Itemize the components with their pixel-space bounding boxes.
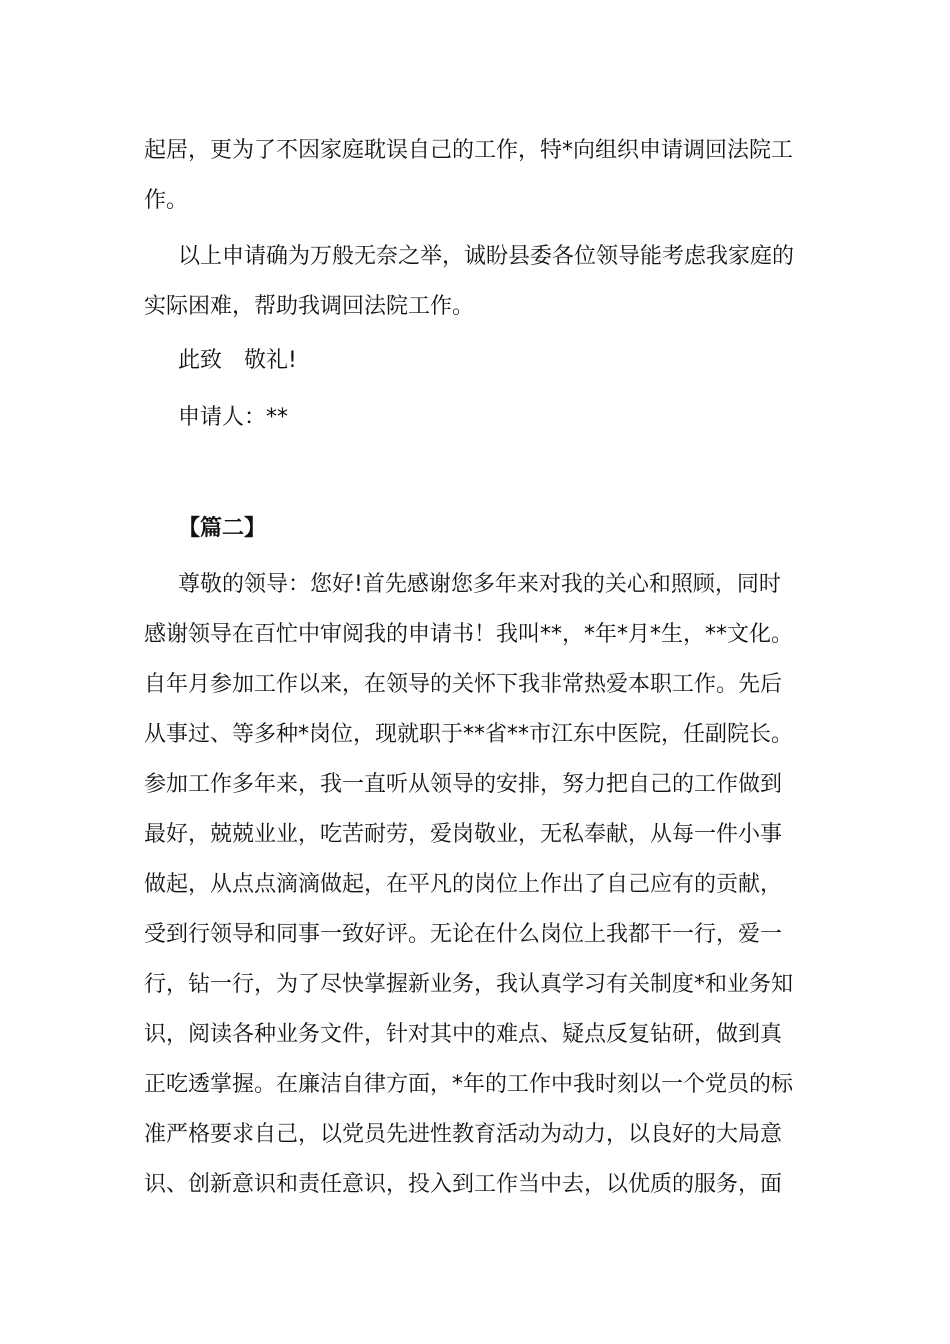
body-line: 参加工作多年来，我一直听从领导的安排，努力把自己的工作做到	[144, 772, 783, 797]
body-line: 受到行领导和同事一致好评。无论在什么岗位上我都干一行，爱一	[144, 922, 783, 947]
paragraph-line: 起居，更为了不因家庭耽误自己的工作，特*向组织申请调回法院工	[144, 138, 794, 163]
body-line: 自年月参加工作以来，在领导的关怀下我非常热爱本职工作。先后	[144, 672, 783, 697]
applicant-signature: 申请人：**	[178, 405, 289, 430]
closing-ci-zhi: 此致	[178, 348, 223, 373]
body-line: 感谢领导在百忙中审阅我的申请书！我叫**，*年*月*生，**文化。	[144, 622, 794, 647]
closing-salutation	[178, 346, 858, 376]
section-heading: 【篇二】	[178, 516, 267, 541]
body-line: 识、创新意识和责任意识，投入到工作当中去，以优质的服务，面	[144, 1172, 783, 1197]
body-line: 最好，兢兢业业，吃苦耐劳，爱岗敬业，无私奉献，从每一件小事	[144, 822, 783, 847]
body-line: 行，钻一行，为了尽快掌握新业务，我认真学习有关制度*和业务知	[144, 972, 794, 997]
body-line: 识，阅读各种业务文件，针对其中的难点、疑点反复钻研，做到真	[144, 1022, 783, 1047]
paragraph-line: 以上申请确为万般无奈之举，诚盼县委各位领导能考虑我家庭的	[178, 244, 795, 269]
closing-jing-li: 敬礼!	[244, 348, 297, 373]
body-line: 正吃透掌握。在廉洁自律方面，*年的工作中我时刻以一个党员的标	[144, 1072, 794, 1097]
body-line: 准严格要求自己，以党员先进性教育活动为动力，以良好的大局意	[144, 1122, 783, 1147]
paragraph-line: 作。	[144, 188, 189, 213]
paragraph-line: 实际困难，帮助我调回法院工作。	[144, 294, 475, 319]
body-line: 做起，从点点滴滴做起，在平凡的岗位上作出了自己应有的贡献，	[144, 872, 783, 897]
body-line: 从事过、等多种*岗位，现就职于**省**市江东中医院，任副院长。	[144, 722, 794, 747]
body-line: 尊敬的领导：您好!首先感谢您多年来对我的关心和照顾，同时	[178, 572, 781, 597]
